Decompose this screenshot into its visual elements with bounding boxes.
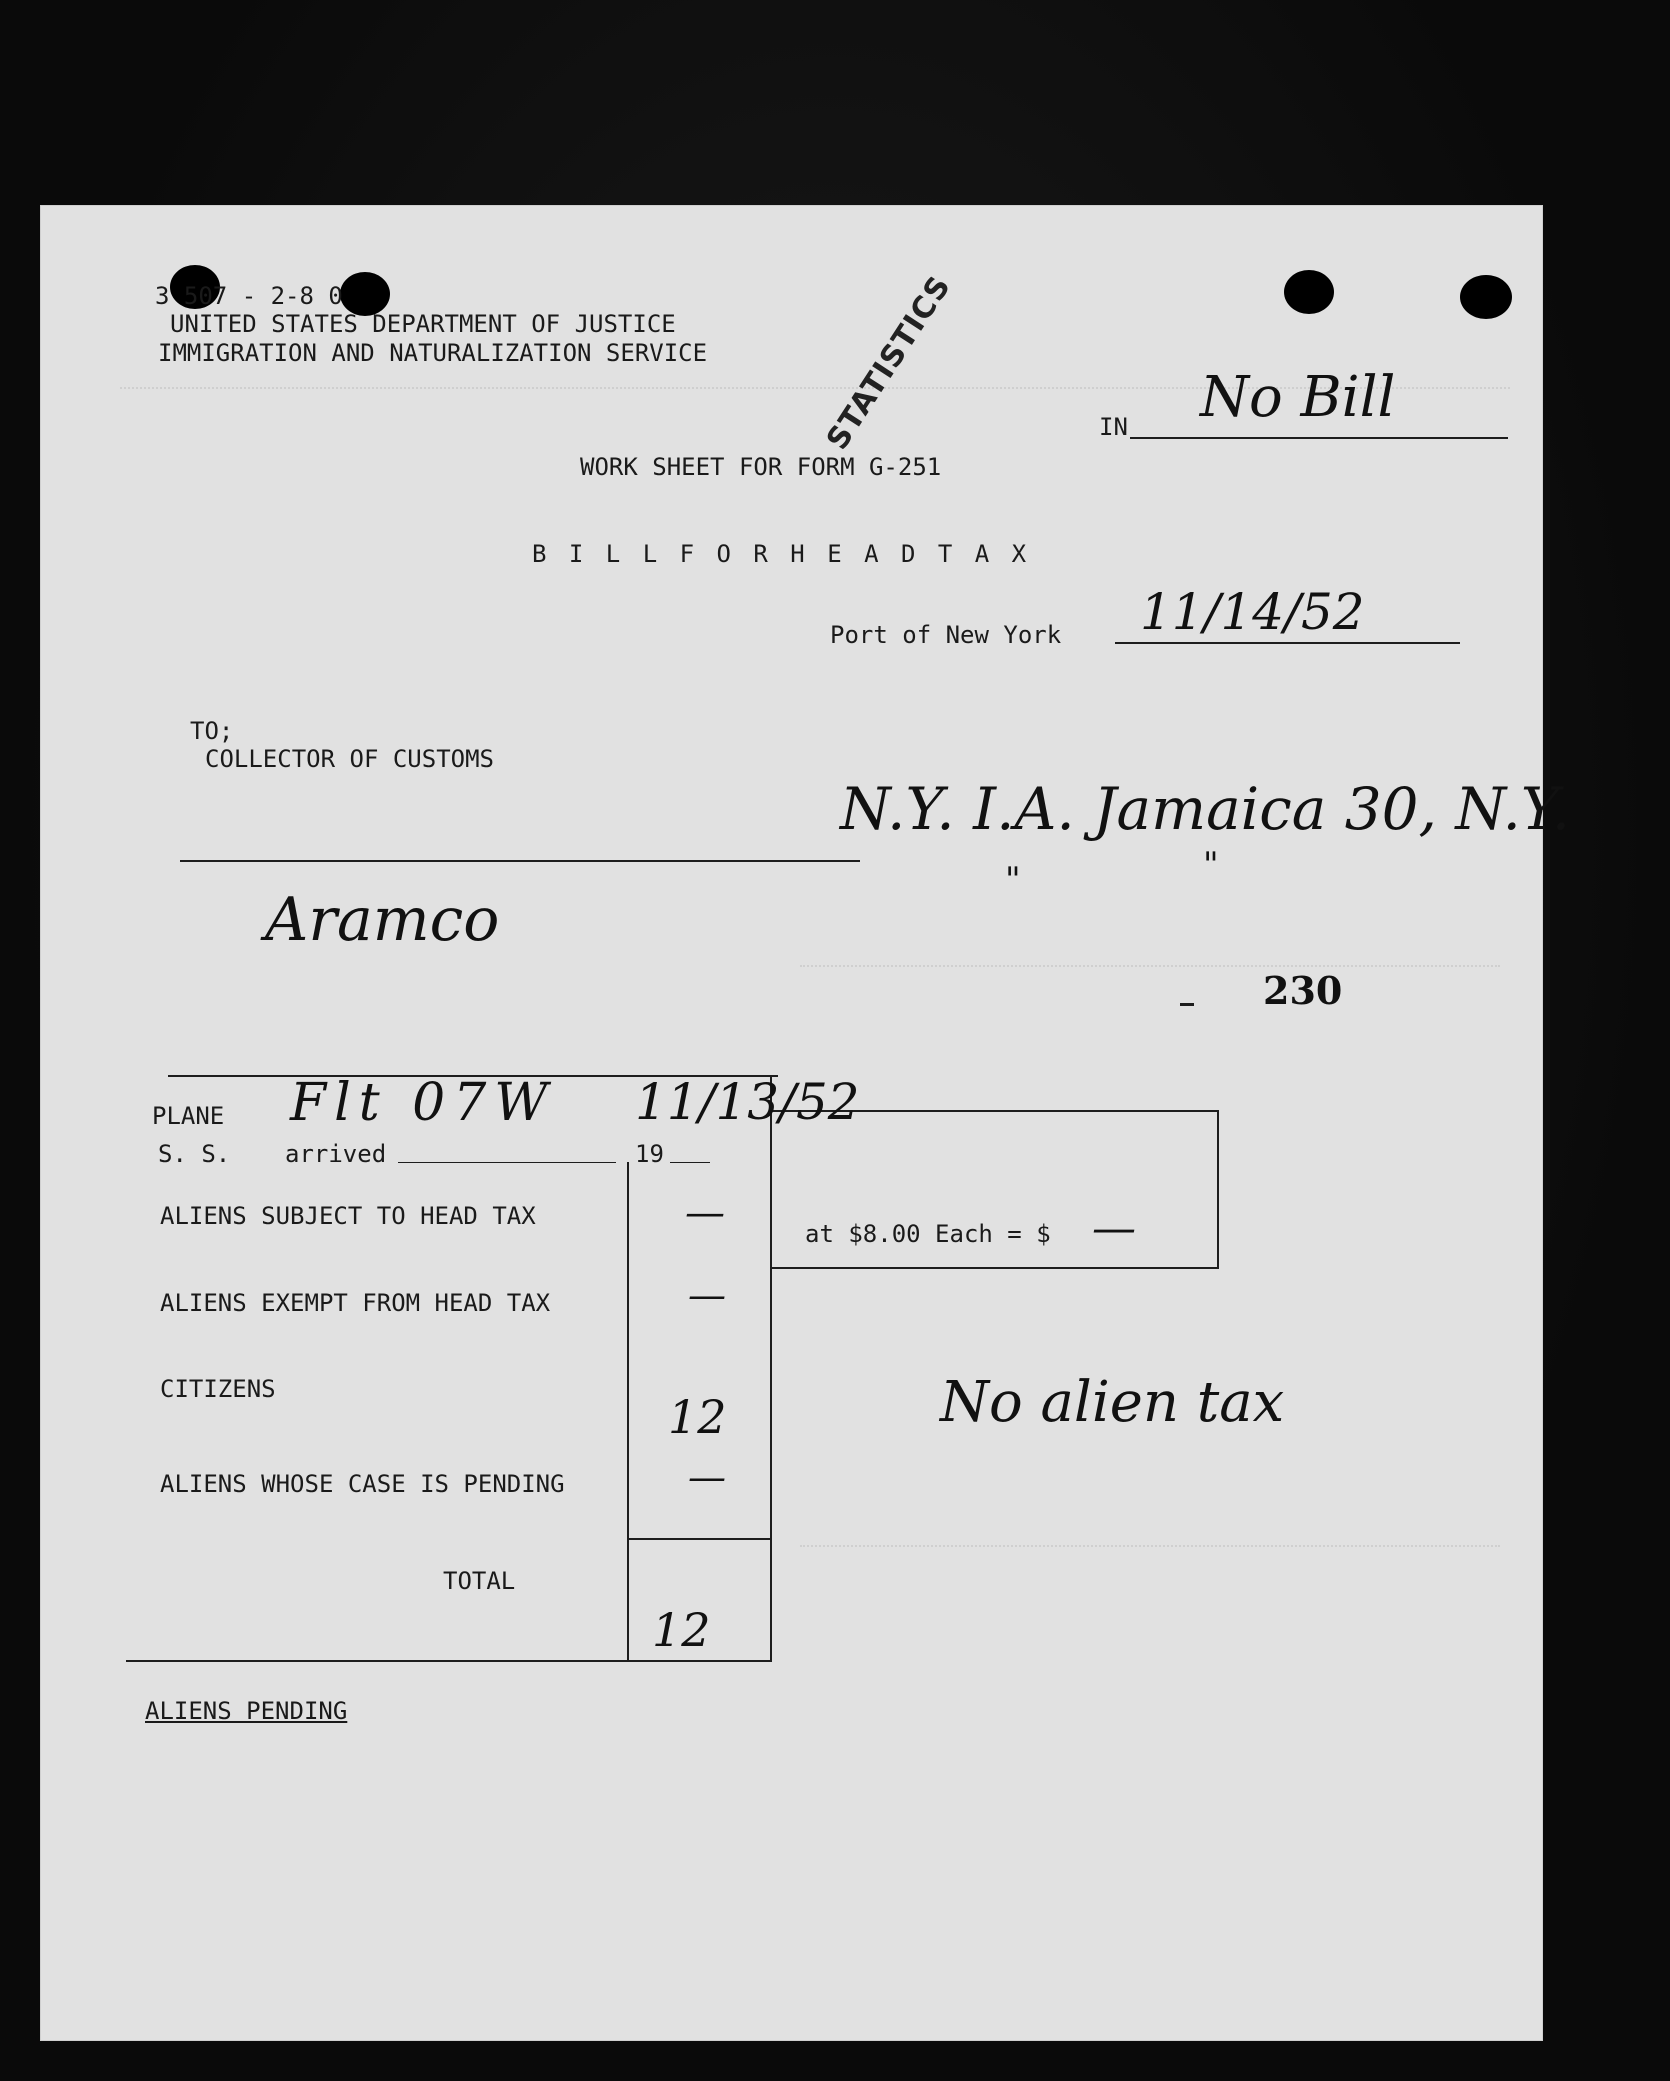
rate-box-bottom <box>772 1267 1219 1269</box>
punch-hole-right-1 <box>1284 270 1334 314</box>
number-stamp: 230 <box>1263 968 1343 1013</box>
subtotal-rule <box>627 1538 772 1540</box>
year-prefix: 19 <box>635 1140 664 1168</box>
bill-title: B I L L F O R H E A D T A X <box>532 540 1031 568</box>
rate-value-handwritten: — <box>1092 1203 1136 1254</box>
number-dash <box>1180 1003 1194 1006</box>
count-column-left-vertical <box>627 1162 629 1660</box>
year-underline <box>670 1162 710 1163</box>
table-bottom-rule <box>126 1660 772 1662</box>
table-right-vertical <box>770 1075 772 1660</box>
row-value-pending: — <box>688 1455 726 1499</box>
row-label-subject: ALIENS SUBJECT TO HEAD TAX <box>160 1202 536 1230</box>
plane-label: PLANE <box>152 1102 225 1130</box>
in-underline <box>1130 437 1508 439</box>
ss-label: S. S. <box>158 1140 231 1168</box>
document-page <box>40 205 1571 2041</box>
rate-box-right <box>1217 1110 1219 1268</box>
aliens-pending-label: ALIENS PENDING <box>145 1697 348 1725</box>
row-value-subject: — <box>685 1190 725 1236</box>
arrived-label: arrived <box>285 1140 387 1168</box>
ditto-mark-2: " <box>1203 845 1219 885</box>
port-date-underline <box>1115 642 1460 644</box>
department-line-1: UNITED STATES DEPARTMENT OF JUSTICE <box>170 310 676 338</box>
row-label-citizens: CITIZENS <box>160 1375 276 1403</box>
row-label-pending: ALIENS WHOSE CASE IS PENDING <box>160 1470 565 1498</box>
to-label: TO; <box>190 717 234 745</box>
row-value-exempt: — <box>688 1273 726 1317</box>
port-label: Port of New York <box>830 621 1062 649</box>
bleed-through-dotted-line-2 <box>800 1545 1500 1547</box>
port-date-handwritten: 11/14/52 <box>1140 583 1365 641</box>
file-number: 3 507 - 2-8 0 <box>155 282 343 310</box>
in-value-handwritten: No Bill <box>1200 365 1396 430</box>
rate-text: at $8.00 Each = $ <box>805 1220 1051 1248</box>
bleed-through-dotted-line-1 <box>800 965 1500 967</box>
location-handwritten: N.Y. I.A. Jamaica 30, N.Y. <box>840 775 1571 843</box>
plane-value-handwritten: Flt 07W <box>290 1073 556 1133</box>
total-label: TOTAL <box>443 1567 516 1595</box>
row-value-citizens: 12 <box>668 1390 727 1444</box>
ditto-mark: " <box>1005 860 1021 900</box>
plane-date-handwritten: 11/13/52 <box>635 1073 860 1131</box>
form-title: WORK SHEET FOR FORM G-251 <box>580 453 942 481</box>
total-value-handwritten: 12 <box>652 1603 711 1657</box>
statistics-stamp: STATISTICS <box>820 269 959 457</box>
arrived-underline <box>398 1162 616 1163</box>
row-label-exempt: ALIENS EXEMPT FROM HEAD TAX <box>160 1289 551 1317</box>
company-handwritten: Aramco <box>265 885 500 955</box>
collector-label: COLLECTOR OF CUSTOMS <box>205 745 494 773</box>
note-handwritten: No alien tax <box>940 1370 1285 1435</box>
punch-hole-right-2 <box>1460 275 1512 319</box>
collector-underline <box>180 860 860 862</box>
in-label: IN <box>1099 413 1128 441</box>
department-line-2: IMMIGRATION AND NATURALIZATION SERVICE <box>158 339 708 367</box>
